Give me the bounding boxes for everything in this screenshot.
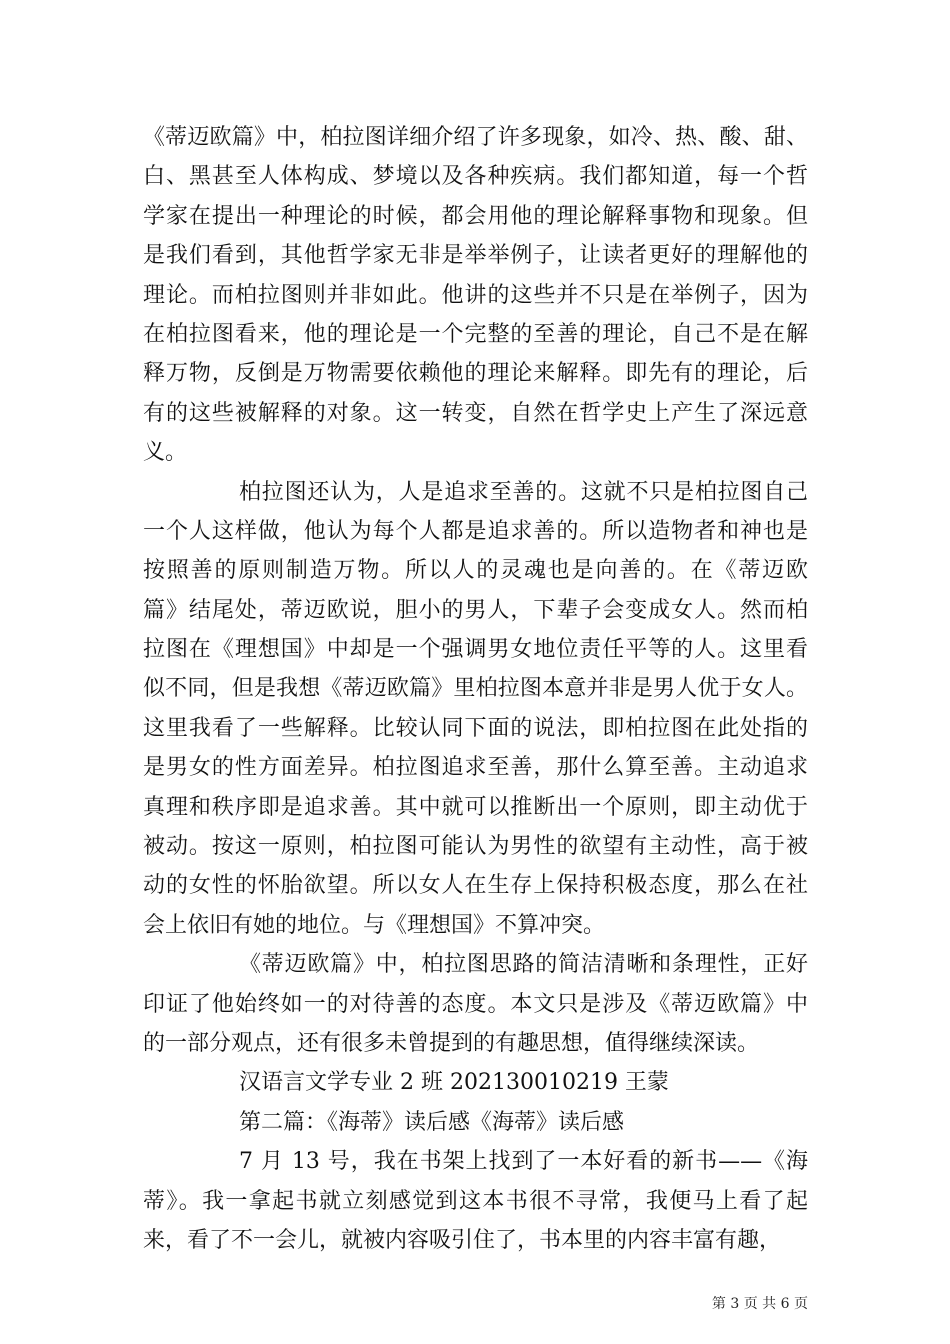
text-line: 《蒂迈欧篇》中，柏拉图思路的简洁清晰和条理性，正好 xyxy=(239,952,808,978)
text-line: 真理和秩序即是追求善。其中就可以推断出一个原则，即主动优于 xyxy=(143,794,808,820)
text-line: 这里我看了一些解释。比较认同下面的说法，即柏拉图在此处指的 xyxy=(143,715,808,741)
text-line: 一个人这样做，他认为每个人都是追求善的。所以造物者和神也是 xyxy=(143,518,808,544)
text-line: 的一部分观点，还有很多未曾提到的有趣思想，值得继续深读。 xyxy=(143,1030,760,1056)
text-line: 汉语言文学专业 2 班 202130010219 王蒙 xyxy=(239,1070,669,1096)
text-line: 是男女的性方面差异。柏拉图追求至善，那什么算至善。主动追求 xyxy=(143,755,808,781)
text-line: 印证了他始终如一的对待善的态度。本文只是涉及《蒂迈欧篇》中 xyxy=(143,991,808,1017)
text-line: 是我们看到，其他哲学家无非是举举例子，让读者更好的理解他的 xyxy=(143,243,808,269)
paragraph xyxy=(143,1063,808,1102)
text-line: 义。 xyxy=(143,440,188,466)
paragraph xyxy=(143,1142,808,1260)
text-line: 似不同，但是我想《蒂迈欧篇》里柏拉图本意并非是男人优于女人。 xyxy=(143,676,808,702)
paragraph xyxy=(143,118,808,473)
page-number: 第 3 页 共 6 页 xyxy=(711,1296,808,1312)
text-line: 来，看了不一会儿，就被内容吸引住了，书本里的内容丰富有趣， xyxy=(143,1227,782,1253)
text-line: 蒂》。我一拿起书就立刻感觉到这本书很不寻常，我便马上看了起 xyxy=(143,1188,808,1214)
text-line: 在柏拉图看来，他的理论是一个完整的至善的理论，自己不是在解 xyxy=(143,321,808,347)
text-line: 柏拉图还认为，人是追求至善的。这就不只是柏拉图自己 xyxy=(239,479,808,505)
text-line: 按照善的原则制造万物。所以人的灵魂也是向善的。在《蒂迈欧 xyxy=(143,558,808,584)
paragraph xyxy=(143,945,808,1063)
text-line: 理论。而柏拉图则并非如此。他讲的这些并不只是在举例子，因为 xyxy=(143,282,808,308)
text-line: 会上依旧有她的地位。与《理想国》不算冲突。 xyxy=(143,912,606,938)
text-line: 7 月 13 号，我在书架上找到了一本好看的新书——《海 xyxy=(239,1149,808,1175)
text-line: 篇》结尾处，蒂迈欧说，胆小的男人，下辈子会变成女人。然而柏 xyxy=(143,597,808,623)
text-line: 学家在提出一种理论的时候，都会用他的理论解释事物和现象。但 xyxy=(143,203,808,229)
paragraph xyxy=(143,1103,808,1142)
text-line: 白、黑甚至人体构成、梦境以及各种疾病。我们都知道，每一个哲 xyxy=(143,164,808,190)
text-line: 第二篇：《海蒂》读后感《海蒂》读后感 xyxy=(239,1109,625,1135)
text-line: 动的女性的怀胎欲望。所以女人在生存上保持积极态度，那么在社 xyxy=(143,873,808,899)
text-line: 释万物，反倒是万物需要依赖他的理论来解释。即先有的理论，后 xyxy=(143,361,808,387)
text-line: 《蒂迈欧篇》中，柏拉图详细介绍了许多现象，如冷、热、酸、甜、 xyxy=(143,125,808,150)
document-body xyxy=(143,118,808,1260)
text-line: 被动。按这一原则，柏拉图可能认为男性的欲望有主动性，高于被 xyxy=(143,834,808,860)
text-line: 拉图在《理想国》中却是一个强调男女地位责任平等的人。这里看 xyxy=(143,637,808,663)
paragraph xyxy=(143,473,808,946)
text-line: 有的这些被解释的对象。这一转变，自然在哲学史上产生了深远意 xyxy=(143,400,808,426)
